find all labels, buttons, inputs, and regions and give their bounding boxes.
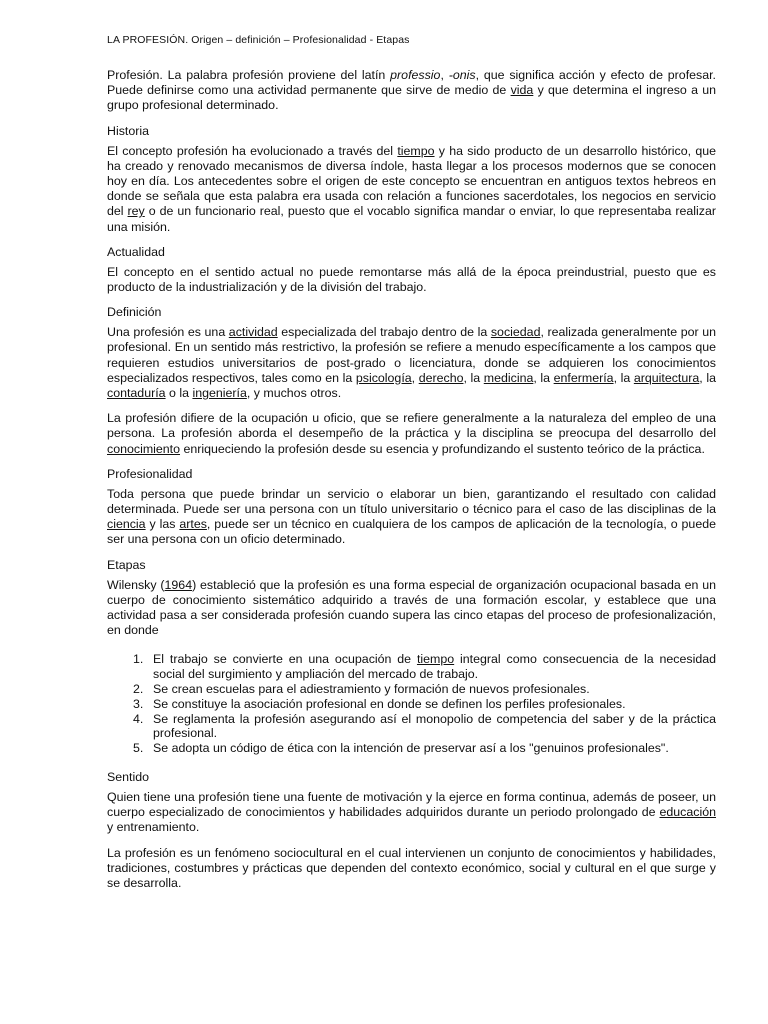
inline-link[interactable]: enfermería (553, 370, 614, 385)
actualidad-paragraph (107, 265, 716, 295)
text-run: ) estableció que la profesión es una forma especial de organización ocupacional basada en un cuerpo de conocimiento sistemático adquirido a través de una formación escolar, y establece que una actividad pasa a ser considerada profesión cuando supera las cinco etapas del proceso de profesionalización, en donde (107, 577, 716, 638)
list-item-number: 5. (133, 741, 144, 756)
text-run: , realizada generalmente por un profesional. En un sentido más restrictivo, la profesión se refiere a menudo específicamente a los campos que requieren estudios universitarios de post-grado o licenciatura, donde se adquieren los conocimientos especializados respectivos, tales como en la (107, 325, 716, 385)
definicion-paragraph-2 (107, 411, 716, 457)
intro-paragraph (107, 68, 716, 114)
text-run: Se crean escuelas para el adiestramiento y formación de nuevos profesionales. (153, 682, 590, 697)
etapas-list (107, 652, 716, 756)
heading-definicion: Definición (107, 305, 162, 320)
list-item-number: 4. (133, 711, 144, 726)
text-run: Una profesión es una (107, 325, 229, 340)
text-run: y entrenamiento. (107, 820, 200, 835)
text-run: Toda persona que puede brindar un servicio o elaborar un bien, garantizando el resultado con calidad determinada. Puede ser una persona con un título universitario o técnico para el caso de las disciplinas de la (107, 486, 716, 517)
text-run: , (411, 370, 419, 385)
heading-etapas: Etapas (107, 557, 146, 572)
text-run: integral como consecuencia de la necesidad social del surgimiento y ampliación del mercado de trabajo. (153, 652, 716, 682)
heading-actualidad: Actualidad (107, 244, 165, 259)
text-run: Profesión. La palabra profesión proviene del latín (107, 68, 391, 82)
historia-paragraph (107, 144, 716, 235)
text-run: , que significa acción y efecto de profesar. Puede definirse como una actividad permanente que sirve de medio de (107, 68, 717, 98)
text-run: , (440, 68, 449, 82)
text-run: El trabajo se convierte en una ocupación de (153, 652, 417, 667)
inline-link[interactable]: tiempo (416, 652, 455, 667)
document-header: LA PROFESIÓN. Origen – definición – Profesionalidad - Etapas (107, 34, 410, 46)
text-run: Se adopta un código de ética con la intención de preservar así a los "genuinos profesionales". (153, 741, 669, 756)
text-run: El concepto profesión ha evolucionado a través del (107, 143, 398, 158)
text-run: y ha sido producto de un desarrollo histórico, que ha creado y renovado mecanismos de diversa índole, hasta llegar a los procesos modernos que se conocen hoy en día. Los antecedentes sobre el origen de este concepto se encuentran en antiguos textos hebreos en donde se señala que esta palabra era usada con relación a funciones sacerdotales, los negocios en servicio del (107, 143, 717, 219)
text-run: Quien tiene una profesión tiene una fuente de motivación y la ejerce en forma continua, además de poseer, un cuerpo especializado de conocimientos y habilidades adquiridos durante un periodo prolongado de (107, 790, 716, 820)
inline-link[interactable]: ingeniería (192, 386, 247, 401)
heading-historia: Historia (107, 123, 149, 138)
inline-link[interactable]: sociedad (490, 325, 541, 340)
sentido-paragraph-1 (107, 790, 716, 836)
heading-sentido: Sentido (107, 770, 150, 785)
inline-link[interactable]: 1964 (164, 577, 193, 592)
text-run: y que determina el ingreso a un grupo profesional determinado. (107, 83, 716, 113)
text-run: , la (533, 370, 554, 385)
text-run: y las (145, 517, 180, 532)
list-item (133, 712, 716, 742)
etapas-paragraph (107, 578, 716, 639)
definicion-paragraph-1 (107, 325, 716, 401)
inline-link[interactable]: contaduría (107, 386, 166, 401)
text-run: Se constituye la asociación profesional en donde se definen los perfiles profesionales. (153, 696, 626, 711)
text-run: o la (165, 386, 193, 401)
list-item-number: 3. (133, 696, 144, 711)
inline-link[interactable]: conocimiento (107, 441, 181, 456)
inline-link[interactable]: actividad (228, 325, 278, 340)
profesionalidad-paragraph (107, 487, 716, 548)
text-run: Wilensky ( (107, 577, 165, 592)
sentido-paragraph-2 (107, 846, 716, 892)
inline-link[interactable]: ciencia (107, 517, 146, 532)
inline-link[interactable]: vida (510, 83, 534, 98)
inline-link[interactable]: artes (179, 517, 207, 532)
inline-link[interactable]: psicología (355, 370, 412, 385)
text-run: enriqueciendo la profesión desde su esencia y profundizando el sustento teórico de la práctica. (180, 441, 705, 456)
inline-link[interactable]: arquitectura (633, 370, 700, 385)
list-item (133, 741, 716, 756)
text-run: , la (613, 370, 634, 385)
inline-link[interactable]: derecho (418, 370, 464, 385)
text-run: especializada del trabajo dentro de la (277, 325, 491, 340)
inline-link[interactable]: rey (127, 204, 145, 219)
text-run: La profesión es un fenómeno sociocultural en el cual intervienen un conjunto de conocimientos y habilidades, tradiciones, costumbres y prácticas que dependen del contexto económico, social y cultural en el que surge y se desarrolla. (107, 845, 716, 891)
inline-link[interactable]: tiempo (397, 143, 435, 158)
list-item (133, 697, 716, 712)
list-item-number: 2. (133, 682, 144, 697)
text-run: La profesión difiere de la ocupación u oficio, que se refiere generalmente a la naturaleza del empleo de una persona. La profesión aborda el desempeño de la práctica y la disciplina se preocupa del desarrollo del (107, 411, 716, 441)
text-run: , puede ser un técnico en cualquiera de los campos de aplicación de la tecnología, o puede ser una persona con un oficio determinado. (107, 517, 716, 547)
italic-text: -onis (448, 68, 476, 82)
inline-link[interactable]: medicina (483, 370, 534, 385)
list-item-number: 1. (133, 652, 144, 667)
inline-link[interactable]: educación (659, 805, 716, 820)
text-run: El concepto en el sentido actual no puede remontarse más allá de la época preindustrial, puesto que es producto de la industrialización y de la división del trabajo. (107, 264, 716, 295)
text-run: o de un funcionario real, puesto que el vocablo significa mandar o enviar, lo que representaba realizar una misión. (107, 204, 717, 234)
text-run: , la (463, 370, 484, 385)
text-run: , la (699, 370, 716, 385)
list-item (133, 682, 716, 697)
text-run: Se reglamenta la profesión asegurando así el monopolio de competencia del saber y de la práctica profesional. (153, 711, 716, 741)
text-run: , y muchos otros. (246, 386, 342, 401)
italic-text: professio (390, 68, 441, 82)
heading-profesionalidad: Profesionalidad (107, 466, 193, 481)
list-item (133, 652, 716, 682)
